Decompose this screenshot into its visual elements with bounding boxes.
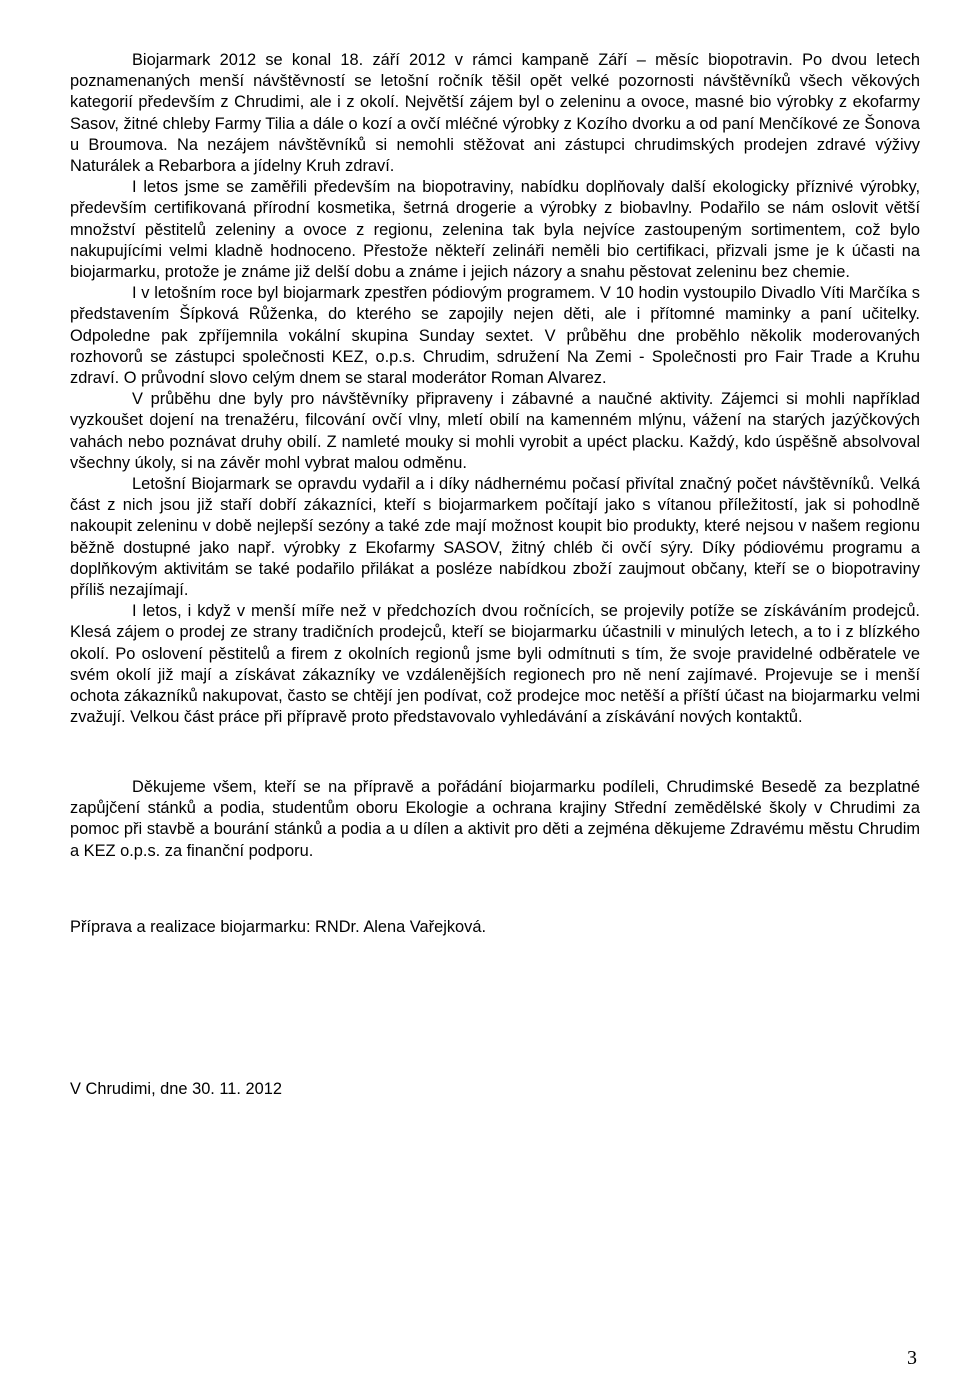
paragraph-focus: I letos jsme se zaměřili především na biopotraviny, nabídku doplňovaly další ekologicky příznivé výrobky, především certifikovaná přírodní kosmetika, šetrná drogerie a výrobky z biobavlny. Podařilo se nám oslovit větší množství pěstitelů zeleniny a ovoce z regionu, zelenina tak byla nejvíce zastoupeným sortimentem, což bylo nakupujícími velmi kladně hodnoceno. Přestože někteří zelináři neměli bio certifikaci, přizvali jsme je k účasti na biojarmarku, protože je známe již delší dobu a známe i jejich názory a snahu pěstovat zeleninu bez chemie. <box>70 178 920 282</box>
place-and-date: V Chrudimi, dne 30. 11. 2012 <box>70 1080 282 1098</box>
paragraph-thanks: Děkujeme všem, kteří se na přípravě a pořádání biojarmarku podíleli, Chrudimské Besedě za bezplatné zapůjčení stánků a podia, studentům oboru Ekologie a ochrana krajiny Střední zemědělské školy v Chrudimi za pomoc při stavbě a bourání stánků a podia a u dílen a aktivit pro děti a zejména děkujeme Zdravému městu Chrudim a KEZ o.p.s. za finanční podporu. <box>70 778 920 860</box>
page-number: 3 <box>907 1347 917 1369</box>
paragraph-intro: Biojarmark 2012 se konal 18. září 2012 v rámci kampaně Září – měsíc biopotravin. Po dvou letech poznamenaných menší návštěvností se letošní ročník těšil opět velké pozornosti návštěvníků všech věkových kategorií především z Chrudimi, ale i z okolí. Největší zájem byl o zeleninu a ovoce, masné bio výrobky z ekofarmy Sasov, žitné chleby Farmy Tilia a dále o kozí a ovčí mléčné výrobky z Kozího dvorku a od paní Menčíkové ze Šonova u Broumova. Na nezájem návštěvníků si nemohli stěžovat ani zástupci chrudimských prodejen zdravé výživy Naturálek a Rebarbora a jídelny Kruh zdraví. <box>70 51 920 176</box>
paragraph-activities: V průběhu dne byly pro návštěvníky připraveny i zábavné a naučné aktivity. Zájemci si mohli například vyzkoušet dojení na trenažéru, filcování ovčí vlny, mletí obilí na kamenném mlýnu, vážení na starých jazýčkových vahách nebo poznávat druhy obilí. Z namleté mouky si mohli vyrobit a upéct placku. Každý, kdo úspěšně absolvoval všechny úkoly, si na závěr mohl vybrat malou odměnu. <box>70 390 920 472</box>
paragraph-stage-program: I v letošním roce byl biojarmark zpestřen pódiovým programem. V 10 hodin vystoupilo Divadlo Víti Marčíka s představením Šípková Růženka, do kterého se zapojily nejen děti, ale i přítomné maminky a paní učitelky. Odpoledne pak zpříjemnila vokální skupina Sunday sextet. V průběhu dne proběhlo několik moderovaných rozhovorů se zástupci společnosti KEZ, o.p.s. Chrudim, sdružení Na Zemi - Společnosti pro Fair Trade a Kruhu zdraví. O průvodní slovo celým dnem se staral moderátor Roman Alvarez. <box>70 284 920 388</box>
paragraph-visitors: Letošní Biojarmark se opravdu vydařil a i díky nádhernému počasí přivítal značný počet návštěvníků. Velká část z nich jsou již staří dobří zákazníci, kteří s biojarmarkem počítají jako s vítanou příležitostí, jak si pohodlně nakoupit zeleninu v době nejlepší sezóny a také zde mají možnost koupit bio produkty, které nejsou v našem regionu běžně dostupné jako např. výrobky z Ekofarmy SASOV, žitný chléb či ovčí sýry. Díky pódiovému programu a doplňkovým aktivitám se také podařilo přilákat a posléze nabídkou zboží zaujmout občany, kteří se o biopotraviny příliš nezajímají. <box>70 475 920 600</box>
paragraph-vendor-issues: I letos, i když v menší míře než v předchozích dvou ročnících, se projevily potíže se získáváním prodejců. Klesá zájem o prodej ze strany tradičních prodejců, kteří se biojarmarku účastnili v minulých letech, a to i z blízkého okolí. Po oslovení pěstitelů a firem z okolních regionů jsme byli odmítnuti s tím, že svoje pravidelné odběratele ve svém okolí již mají a získávat zákazníky ve vzdálenějších regionech pro ně není zajímavé. Projevuje se i menší ochota zákazníků nakupovat, často se chtějí jen podívat, což prodejce moc netěší a příští účast na biojarmarku velmi zvažují. Velkou část práce při přípravě proto představovalo vyhledávání a získávání nových kontaktů. <box>70 602 920 727</box>
report-body <box>70 50 920 729</box>
preparation-credit: Příprava a realizace biojarmarku: RNDr. Alena Vařejková. <box>70 918 487 936</box>
